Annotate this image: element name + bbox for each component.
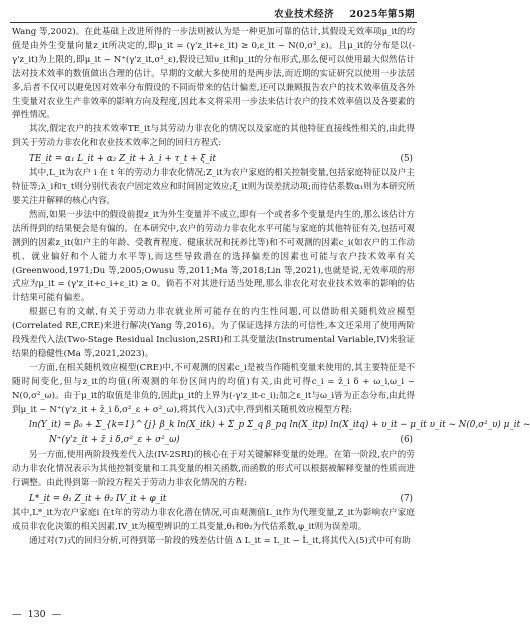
footer-dash-right: — xyxy=(48,609,62,620)
journal-issue: 2025年第5期 xyxy=(349,9,415,20)
equation-6-line-1: ln(Y_it) = β₀ + Σ_{k=1}^{j} β_k ln(X_itk) + Σ_p Σ_q β_pq ln(X_itp) ln(X_itq) + υ_it − μ_it υ_it ~ N(0,σ²_υ) μ_it ~ xyxy=(29,420,530,431)
footer-dash: — xyxy=(12,609,25,620)
article-body xyxy=(12,26,530,549)
paragraph-2: 其次,假定农户的技术效率TE_it与其劳动力非农化的情况以及家庭的其他特征直接线性相关的,由此得到关于劳动力非农化和农业技术效率之间的回归方程式: xyxy=(12,124,415,149)
running-header xyxy=(274,6,415,20)
page-number: 130 xyxy=(27,609,46,620)
equation-5-body: TE_it = α₁ L_it + α₂ Z_it + λ_i + τ_t + ξ_it xyxy=(29,154,217,165)
paragraph-9: 通过对(7)式的回归分析,可得到第一阶段的残差估计值 Δ L_it = L_it − L̂_it,将其代入(5)式中可有助 xyxy=(29,536,411,546)
equation-7-number: (7) xyxy=(400,494,413,505)
paragraph-8: 其中,L*_it为农户家庭i 在t年的劳动力非农化潜在情况,可由观测值L_it作为代理变量,Z_it为影响农户家庭成员非农化决策的相关因素,IV_it为模型辨识的工具变量,θ₁和θ₂为代估系数,φ_it则为误差项。 xyxy=(12,508,415,533)
equation-7 xyxy=(12,492,415,506)
paragraph-5: 根据已有的文献,有关于劳动力非农就业所可能存在的内生性问题,可以借助相关随机效应模型(Correlated RE,CRE)来进行解决(Yang 等,2016)。为了保证选择方法的可信性,本文还采用了使用两阶段残差代入法(Two-Stage Residual Inclusion,2SRI)和工具变量法(Instrumental Variable,IV)来验证结果的稳健性(Ma 等,2021,2023)。 xyxy=(12,307,415,359)
equation-7-body: L*_it = θ₁ Z_it + θ₂ IV_it + φ_it xyxy=(29,494,167,505)
paragraph-7: 另一方面,使用两阶段残差代入法(IV-2SRI)的核心在于对关键解释变量的处理。在第一阶段,农户的劳动力非农化情况表示为其他控制变量和工具变量的相关函数,而函数的形式可以根据被解释变量的性质而进行调整。由此得到第一阶段方程关于劳动力非农化情况的方程: xyxy=(12,450,415,489)
paragraph-4: 然而,如果一步法中的假设前提z_it为外生变量并不成立,即有一个或者多个变量是内生的,那么该估计方法所得到的结果便会是有偏的。在本研究中,农户的劳动力非农化水平可能与家庭的其他特征有关,包括可观测到的因素z_it(如户主的年龄、受教育程度、健康状况和抚养比等)和不可观测的因素c_i(如农户的工作动机、就业偏好和个人能力水平等),而这些导致潜在的选择偏差的因素也可能与农户技术效率有关(Greenwood,1971;Du 等,2005;Owusu 等,2011;Ma 等,2018;Lin 等,2021),也就是说,无效率项的形式应为μ_it = (γ'z_it+c_i+ε_it) ≥ 0。倘若不对其进行适当处理,那么非农化对农业技术效率的影响的估计结果可能有偏差。 xyxy=(12,209,415,304)
equation-5-number: (5) xyxy=(400,154,413,165)
equation-6 xyxy=(12,418,530,448)
paragraph-1: Wang 等,2002)。在此基础上改进所得的一步法则被认为是一种更加可靠的估计,其假设无效率项μ_it的均值是由外生变量向量z_it所决定的,即μ_it = (γ'z_it+ε_it) ≥ 0,ε_it ~ N(0,σ²_ε)。且μ_it的分布是以(-γ'z_it)为上限的,即μ_it ~ N⁺(γ'z_it,σ²_ε),假设已知υ_it和μ_it的分布形式,那么便可以使用最大似然估计法对技术效率的数值做出合理的估计。早期的文献大多使用的是两步法,而近期的实证研究以使用一步法居多,后者不仅可以避免因对效率分布假设的不同而带来的估计偏差,还可以兼顾报告农户的技术效率值及各外生变量对农业生产非效率的影响方向及程度,因此本文将采用一步法来估计农户的技术效率值以及各要素的弹性情况。 xyxy=(12,27,415,121)
page-footer xyxy=(12,609,61,620)
paragraph-3: 其中,L_it为农户 i 在 t 年的劳动力非农化情况;Z_it为农户家庭的相关控制变量,包括家庭特征以及户主特征等;λ_i和τ_t则分别代表农户固定效应和时间固定效应;ξ_it则为误差扰动项;而待估系数α₁则为本研究所要关注并解释的核心内容。 xyxy=(12,168,415,206)
equation-6-line-2 xyxy=(29,433,415,448)
equation-5 xyxy=(12,152,415,166)
paragraph-6: 一方面,在相关随机效应模型(CRE)中,不可观测的因素c_i是被当作随机变量来使用的,其主要特征是不随时间变化,但与z_it的均值(所观测的年份区间内的均值)有关,由此可得c_i = z̄_i δ + ω_i,ω_i ~ N(0,σ²_ω)。由于μ_it的取值是非负的,因此μ_it的上界为(-γ'z_it-c_i);加之ε_it与ω_i皆为正态分布,由此得到μ_it ~ N⁺(γ'z_it + z̄_i δ,σ²_ε + σ²_ω),将其代入(3)式中,得到相关随机效应模型方程: xyxy=(12,362,415,415)
journal-title: 农业技术经济 xyxy=(274,9,335,20)
header-rule xyxy=(10,22,417,23)
equation-6-number: (6) xyxy=(400,435,413,446)
equation-6-line-2-body: N⁺(γ'z_it + z̄_i δ,σ²_ε + σ²_ω) xyxy=(49,435,180,446)
